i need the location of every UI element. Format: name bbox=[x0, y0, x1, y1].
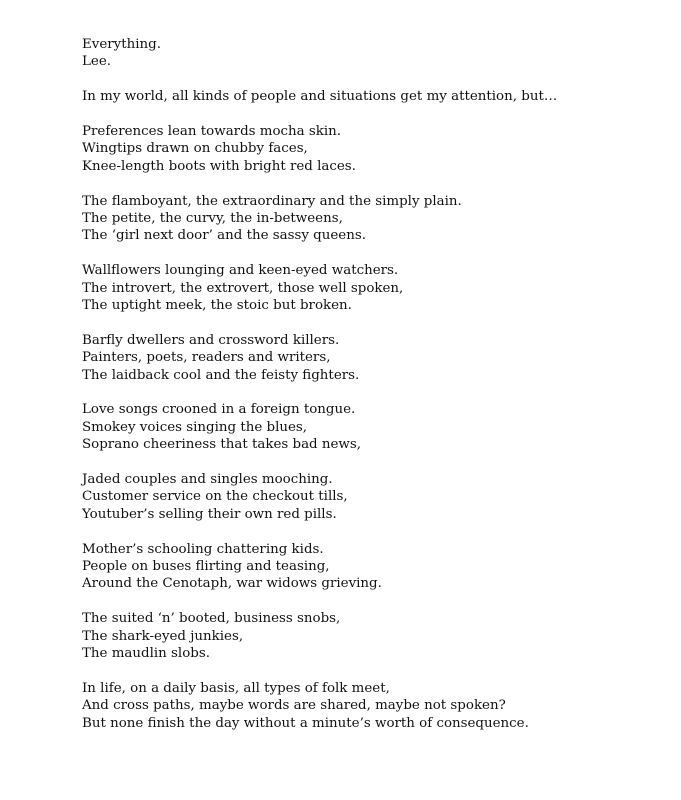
poem-page bbox=[82, 36, 662, 749]
poem-line: The petite, the curvy, the in-betweens, bbox=[82, 211, 343, 227]
poem-line: Preferences lean towards mocha skin. bbox=[82, 124, 342, 139]
poem-line: Around the Cenotaph, war widows grieving. bbox=[82, 576, 382, 592]
intro-line: In my world, all kinds of people and situations get my attention, but… bbox=[82, 89, 558, 105]
stanza-7 bbox=[82, 541, 662, 593]
poem-line: Youtuber’s selling their own red pills. bbox=[82, 506, 337, 522]
poem-line: Painters, poets, readers and writers, bbox=[82, 350, 331, 366]
poem-line: Love songs crooned in a foreign tongue. bbox=[82, 402, 356, 418]
poem-heading bbox=[82, 36, 662, 71]
poem-line: Barfly dwellers and crossword killers. bbox=[82, 332, 340, 348]
stanza-1 bbox=[82, 123, 662, 175]
poem-line: But none finish the day without a minute’s worth of consequence. bbox=[82, 715, 529, 731]
poem-line: Wallflowers lounging and keen-eyed watchers. bbox=[82, 263, 399, 279]
poem-line: The maudlin slobs. bbox=[82, 646, 210, 662]
stanza-8 bbox=[82, 610, 662, 662]
poem-line: The flamboyant, the extraordinary and the simply plain. bbox=[82, 193, 462, 209]
poem-line: Jaded couples and singles mooching. bbox=[82, 472, 333, 488]
poem-line: Soprano cheeriness that takes bad news, bbox=[82, 437, 362, 453]
poem-line: People on buses flirting and teasing, bbox=[82, 559, 330, 575]
poem-line: Smokey voices singing the blues, bbox=[82, 419, 308, 435]
stanza-9 bbox=[82, 680, 662, 732]
stanza-3 bbox=[82, 262, 662, 314]
poem-line: The laidback cool and the feisty fighters. bbox=[82, 367, 360, 383]
poem-title: Everything. bbox=[82, 37, 161, 52]
poem-line: The shark-eyed junkies, bbox=[82, 628, 244, 644]
poem-line: Wingtips drawn on chubby faces, bbox=[82, 141, 308, 157]
poem-intro bbox=[82, 88, 662, 105]
poem-line: Knee-length boots with bright red laces. bbox=[82, 158, 356, 174]
poem-line: And cross paths, maybe words are shared, maybe not spoken? bbox=[82, 698, 506, 714]
stanza-2 bbox=[82, 193, 662, 245]
stanza-5 bbox=[82, 401, 662, 453]
poem-line: Mother’s schooling chattering kids. bbox=[82, 541, 324, 557]
poem-line: The ‘girl next door’ and the sassy queens. bbox=[82, 228, 366, 244]
stanza-6 bbox=[82, 471, 662, 523]
poem-line: Customer service on the checkout tills, bbox=[82, 489, 348, 505]
poem-author: Lee. bbox=[82, 54, 111, 70]
poem-line: The suited ‘n’ booted, business snobs, bbox=[82, 611, 341, 627]
poem-line: The uptight meek, the stoic but broken. bbox=[82, 298, 352, 314]
stanza-4 bbox=[82, 332, 662, 384]
poem-line: In life, on a daily basis, all types of folk meet, bbox=[82, 680, 390, 696]
poem-line: The introvert, the extrovert, those well spoken, bbox=[82, 280, 404, 296]
